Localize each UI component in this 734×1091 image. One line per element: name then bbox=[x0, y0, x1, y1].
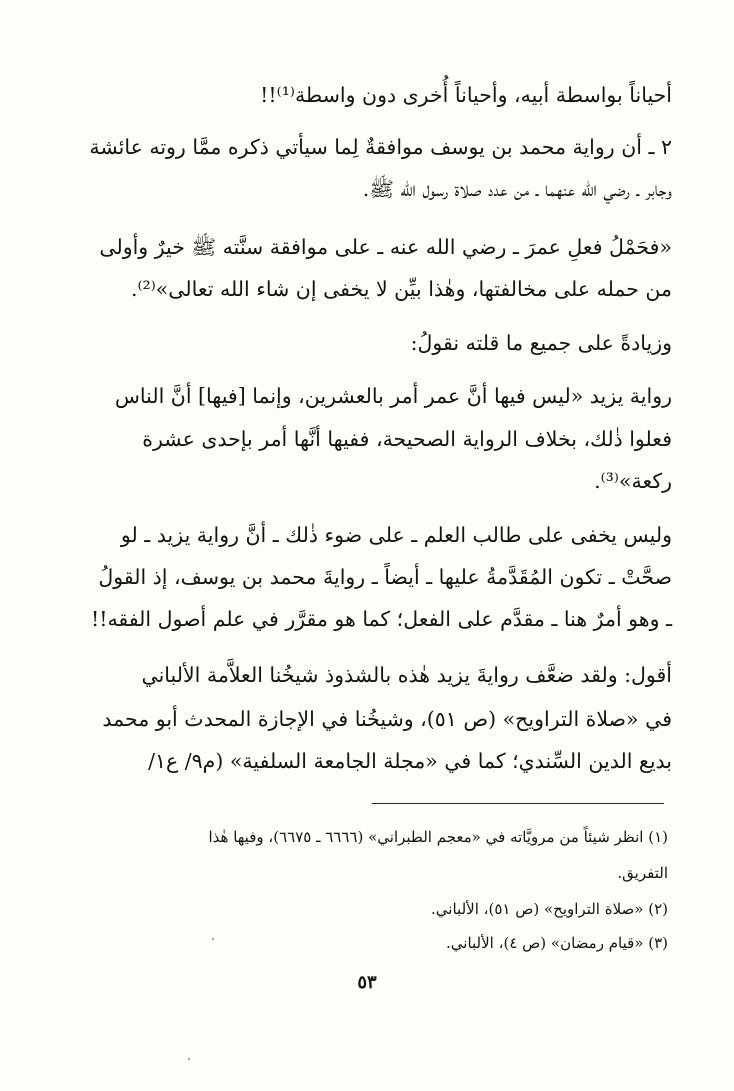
text-line-5: من حمله على مخالفتها، وهٰذا بيِّن لا يخفى إن شاء الله تعالى»⁽²⁾. bbox=[130, 277, 672, 301]
text-line-8 bbox=[62, 424, 672, 454]
text-line-2 bbox=[62, 132, 672, 162]
text-line-11-content: صحَّتْ ـ تكون المُقَدَّمةُ عليها ـ أيضاً ـ روايةَ محمد بن يوسف، إذ القولُ bbox=[98, 565, 672, 589]
text-line-6: وزيادةً على جميع ما قلته نقولُ: bbox=[410, 331, 672, 355]
text-line-14-content: في «صلاة التراويح» (ص ٥١)، وشيخُنا في الإجازة المحدث أبو محمد bbox=[102, 707, 672, 731]
text-line-11 bbox=[62, 562, 672, 592]
text-line-3: وجابر ـ رضي الله عنهما ـ من عدد صلاة رسول الله ﷺ. bbox=[362, 177, 672, 201]
footnote-separator bbox=[372, 803, 664, 804]
text-line-1: أحياناً بواسطة أبيه، وأحياناً أُخرى دون واسطة⁽¹⁾!! bbox=[260, 83, 672, 107]
text-line-15 bbox=[62, 746, 672, 776]
text-line-4-content: «فحَمْلُ فعلِ عمرَ ـ رضي الله عنه ـ على موافقة سنَّته ﷺ خيرٌ وأولى bbox=[99, 235, 672, 259]
text-line-7 bbox=[62, 381, 672, 411]
scan-speck bbox=[212, 938, 214, 940]
text-line-13-content: أقول: ولقد ضعَّف روايةَ يزيد هٰذه بالشذوذ شيخُنا العلاَّمة الألباني bbox=[141, 663, 672, 687]
text-line-9: ركعة»⁽³⁾. bbox=[594, 469, 672, 493]
text-line-15-content: بديع الدين السِّندي؛ كما في «مجلة الجامعة السلفية» (م٩/ ع١/ bbox=[148, 749, 672, 773]
text-line-12: ـ وهو أمرٌ هنا ـ مقدَّم على الفعل؛ كما هو مقرَّر في علم أصول الفقه!! bbox=[90, 607, 672, 631]
footnote-1-continued: التفريق. bbox=[617, 864, 668, 882]
text-line-4 bbox=[62, 232, 672, 262]
text-line-10-content: وليس يخفى على طالب العلم ـ على ضوء ذٰلك ـ أنَّ رواية يزيد ـ لو bbox=[120, 523, 672, 547]
text-line-7-content: رواية يزيد «ليس فيها أنَّ عمر أمر بالعشرين، وإنما [فيها] أنَّ الناس bbox=[114, 384, 672, 408]
page-number: ٥٣ bbox=[357, 972, 377, 993]
text-line-14 bbox=[62, 704, 672, 734]
text-line-10 bbox=[62, 520, 672, 550]
text-line-8-content: فعلوا ذٰلك، بخلاف الرواية الصحيحة، ففيها أنَّها أمر بإحدى عشرة bbox=[142, 427, 672, 451]
footnote-1: (١) انظر شيئاً من مرويَّاته في «معجم الطبراني» (٦٦٦٦ ـ ٦٦٧٥)، وفيها هٰذا bbox=[208, 828, 668, 846]
footnote-2: (٢) «صلاة التراويح» (ص ٥١)، الألباني. bbox=[431, 900, 668, 918]
text-line-13 bbox=[62, 660, 672, 690]
scan-speck bbox=[188, 1058, 190, 1060]
footnote-3: (٣) «قيام رمضان» (ص ٤)، الألباني. bbox=[446, 934, 668, 952]
text-line-2-content: ٢ ـ أن رواية محمد بن يوسف موافقةٌ لِما سيأتي ذكره ممَّا روته عائشة bbox=[89, 135, 672, 159]
